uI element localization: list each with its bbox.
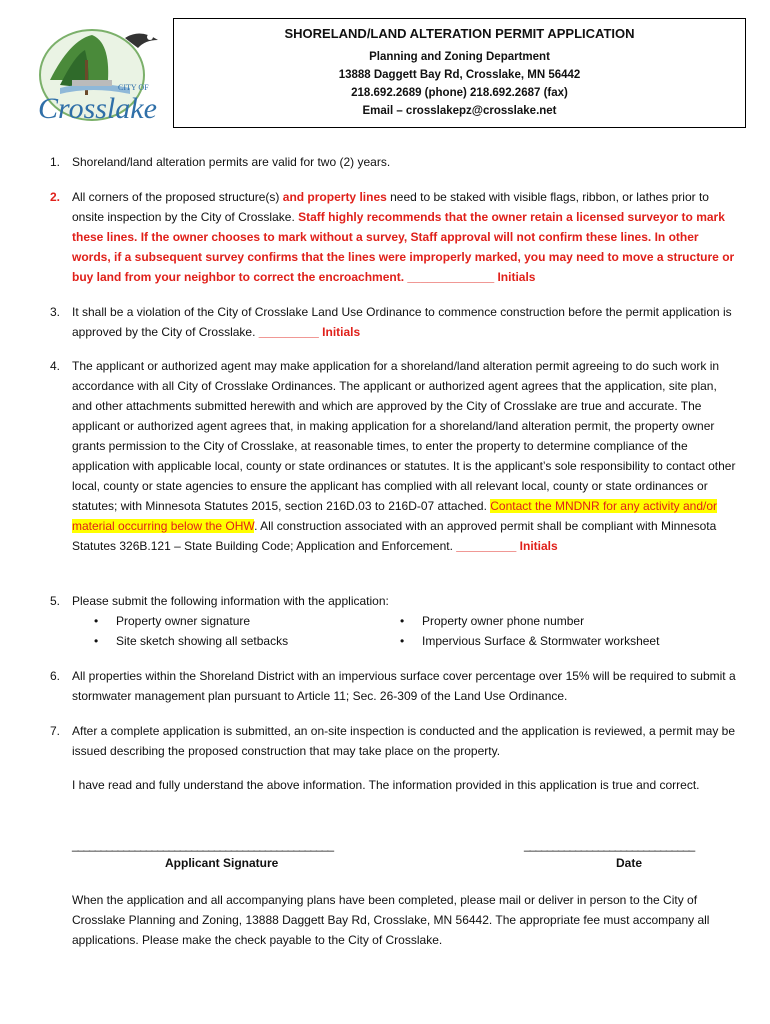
- item-text: All corners of the proposed structure(s) and property lines need to be staked with visible flags, ribbon, or lathes prior to onsite inspection by the City of Crosslake. Staff highly recommends that the owner retain a licensed surveyor to mark these lines. If the owner chooses to mark without a survey, Staff approval will not confirm these lines. In other words, if a subsequent survey confirms that the lines were improperly marked, you may need to move a structure or buy land from your neighbor to correct the encroachment. _____________ Initials: [72, 190, 735, 284]
- item-number: 7.: [50, 724, 61, 738]
- list-item-2: [50, 187, 740, 287]
- item-text: The applicant or authorized agent may make application for a shoreland/land alteration permit agreeing to do such work in accordance with all City of Crosslake Ordinances. The applicant or authorized agent agrees that the application, site plan, and other attachments submitted herewith and which are approved by the City of Crosslake are true and accurate. The applicant or authorized agent agrees that, in making application for a shoreland/land alteration permit, the property owner grants permission to the City of Crosslake, at reasonable times, to enter the property to determine compliance of the application with applicable local, county or state ordinances or statutes. It is the applicant’s sole responsibility to contact other local, county or state agencies to ensure the applicant has complied with all relevant local, county or state ordinances or statutes; with Minnesota Statutes 2015, section 216D.03 to 216D-07 attached. Contact the MNDNR for any activity and/or material occurring below the OHW. All construction associated with an approved permit shall be compliant with Minnesota Statutes 326B.121 – State Building Code; Application and Enforcement. _________ Initials: [72, 359, 736, 553]
- date-line[interactable]: ______________________________: [524, 838, 695, 852]
- logo-crosslake-text: Crosslake: [38, 92, 157, 125]
- list-item-7: [50, 721, 740, 761]
- list-item: • Property owner phone number: [422, 611, 584, 631]
- property-lines-emphasis: and property lines: [282, 190, 387, 204]
- required-documents-list: [72, 611, 740, 651]
- item-number: 4.: [50, 359, 61, 373]
- surveyor-recommendation: Staff highly recommends that the owner retain a licensed surveyor to mark these lines. If the owner chooses to mark without a survey, Staff approval will not confirm these lines. In other words, if a subsequent survey confirms that the lines were improperly marked, you may need to move a structure or buy land from your neighbor to correct the encroachment. _____________ Initials: [72, 210, 735, 284]
- list-item: • Site sketch showing all setbacks: [116, 631, 288, 651]
- item-text: After a complete application is submitted, an on-site inspection is conducted and the application is reviewed, a permit may be issued describing the proposed construction that may take place on the property.: [72, 724, 736, 758]
- item-text: It shall be a violation of the City of Crosslake Land Use Ordinance to commence construction before the permit application is approved by the City of Crosslake. _________ Initials: [72, 305, 732, 339]
- closing-instructions: When the application and all accompanying plans have been completed, please mail or deliver in person to the City of Crosslake Planning and Zoning, 13888 Daggett Bay Rd, Crosslake, MN 56442. The appropriate fee must accompany all applications. Please make the check payable to the City of Crosslake.: [72, 893, 710, 947]
- list-item-6: [50, 666, 740, 706]
- list-item: • Property owner signature: [116, 611, 250, 631]
- item-text: Shoreland/land alteration permits are valid for two (2) years.: [72, 155, 391, 169]
- logo-city-of-text: CITY OF: [118, 83, 149, 92]
- list-item: • Impervious Surface & Stormwater worksheet: [422, 631, 659, 651]
- department-email: Email – crosslakepz@crosslake.net: [362, 105, 557, 117]
- item-number: 3.: [50, 305, 61, 319]
- initials-field: _________ Initials: [258, 325, 361, 339]
- item-number: 1.: [50, 155, 61, 169]
- applicant-signature-line[interactable]: ______________________________________________: [72, 838, 333, 852]
- item-text: All properties within the Shoreland District with an impervious surface cover percentage over 15% will be required to submit a stormwater management plan pursuant to Article 11; Sec. 26-309 of the Land Use Ordinance.: [72, 669, 736, 703]
- department-name: Planning and Zoning Department: [369, 51, 550, 63]
- item-number: 6.: [50, 669, 61, 683]
- initials-field: _________ Initials: [456, 539, 558, 553]
- applicant-signature-label: Applicant Signature: [165, 856, 279, 870]
- acknowledgement-text: I have read and fully understand the above information. The information provided in this application is true and correct.: [72, 778, 700, 792]
- header-box: [173, 18, 746, 128]
- item-number: 5.: [50, 594, 61, 608]
- item-number: 2.: [50, 190, 61, 204]
- department-phone: 218.692.2689 (phone) 218.692.2687 (fax): [351, 87, 568, 99]
- department-address: 13888 Daggett Bay Rd, Crosslake, MN 56442: [338, 69, 581, 81]
- list-item-1: [50, 152, 740, 172]
- city-of-crosslake-logo: [30, 20, 170, 130]
- date-label: Date: [616, 856, 643, 870]
- list-item-5: [50, 591, 740, 651]
- page-title: SHORELAND/LAND ALTERATION PERMIT APPLICATION: [284, 26, 635, 41]
- mndnr-highlight: Contact the MNDNR for any activity and/or material occurring below the OHW: [72, 499, 718, 533]
- list-item-3: [50, 302, 740, 342]
- item-text: Please submit the following information with the application:: [72, 594, 389, 608]
- list-item-4: [50, 356, 740, 556]
